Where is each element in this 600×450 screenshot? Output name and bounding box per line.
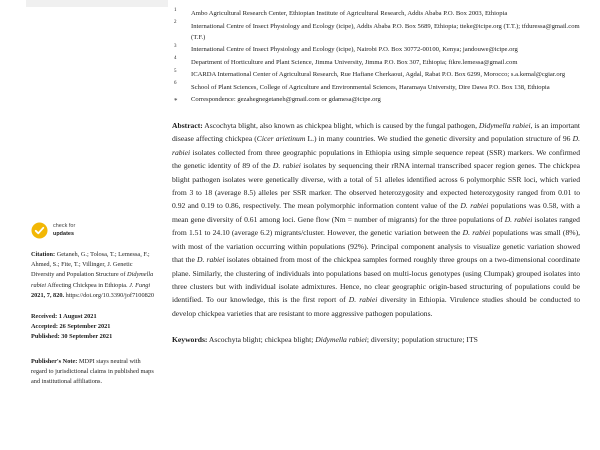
check-for-updates-badge[interactable] — [31, 222, 157, 239]
abstract-paragraph — [172, 119, 580, 321]
affiliation-text: Department of Horticulture and Plant Science, Jimma University, Jimma P.O. Box 307, Ethiopia; fikre.lemessa@gmail.com — [191, 58, 518, 66]
affiliation-marker: 2 — [174, 20, 177, 26]
abstract-species-3: D. rabiei — [172, 134, 580, 157]
affiliations-list — [172, 8, 580, 106]
abstract-species-5: D. rabiei — [460, 201, 489, 211]
abstract-species-8: D. rabiei — [196, 255, 225, 265]
check-for-updates-label — [53, 223, 75, 238]
affiliation-text: Ambo Agricultural Research Center, Ethiopian Institute of Agricultural Research, Addis Ababa P.O. Box 2003, Ethiopia — [191, 10, 508, 17]
paper-sidebar — [31, 222, 157, 398]
affiliation-item — [172, 57, 580, 68]
affiliation-item — [172, 44, 580, 55]
affiliation-text: International Centre of Insect Physiology and Ecology (icipe), Nairobi P.O. Box 30772-00100, Kenya; jandouwe@icipe.org — [191, 46, 518, 54]
abstract-text-4: isolates collected from three geographic populations in Ethiopia using simple sequence repeat (SSR) markers. We confirmed the genetic identity of 89 of the — [172, 147, 580, 171]
affiliation-marker-star: * — [174, 97, 178, 106]
affiliation-marker: 1 — [174, 7, 177, 13]
affiliation-marker: 6 — [174, 81, 177, 87]
citation-volume: 2021, 7, 820. — [31, 291, 66, 299]
abstract-text-1: Ascochyta blight, also known as chickpea blight, which is caused by the fungal pathogen, — [202, 120, 479, 130]
affiliation-item-correspondence — [172, 94, 580, 105]
abstract-species-9: D. rabiei — [348, 295, 378, 305]
keywords-pre: Ascochyta blight; chickpea blight; — [207, 335, 316, 345]
abstract-text-8: populations was small (8%), with most of the variation occurring within populations (92%). Principal component analysis to visualize genetic variation showed that the — [172, 228, 581, 265]
check-circle-icon — [31, 222, 48, 239]
affiliation-text: School of Plant Sciences, College of Agriculture and Environmental Sciences, Haramaya University, Dire Dawa P.O. Box 138, Ethiopia — [191, 83, 550, 91]
abstract-species-1: Didymella rabiei — [478, 120, 531, 130]
publisher-note-text: MDPI stays neutral with regard to jurisdictional claims in published maps and institutional affiliations. — [31, 357, 154, 385]
citation-block — [31, 250, 157, 301]
affiliation-item — [172, 21, 580, 44]
citation-label: Citation: — [31, 251, 56, 258]
abstract-text-7: isolates ranged from 1.51 to 24.10 (average 6.2) migrants/cluster. However, the genetic variation between the — [172, 214, 580, 238]
citation-authors: Getaneh, G.; Tolosa, T.; Lemessa, F.; Ahmed, S.; Fite, T.; Villinger, J. Genetic Diversity and Population Structure of — [31, 251, 150, 279]
affiliation-text: ICARDA International Center of Agricultural Research, Rue Hafiane Cherkaoui, Agdal, Rabat P.O. Box 6299, Morocco; s.a.kemal@cgiar.org — [191, 71, 566, 79]
abstract-species-7: D. rabiei — [462, 228, 491, 238]
affiliation-marker: 3 — [174, 43, 177, 49]
abstract-species-4: D. rabiei — [272, 161, 301, 171]
publication-dates — [31, 312, 157, 343]
date-accepted: Accepted: 26 September 2021 — [31, 323, 111, 331]
affiliation-marker: 5 — [174, 68, 177, 74]
affiliation-text: International Centre of Insect Physiology and Ecology (icipe), Addis Ababa P.O. Box 5689, Ethiopia; tteke@icipe.org (T.T.); tfduressa@gmail.com (T.F.) — [191, 22, 580, 41]
publisher-note-label: Publisher's Note: — [31, 357, 78, 365]
citation-doi-prefix[interactable]: https://doi.org/ — [65, 291, 103, 299]
abstract-species-2: Cicer arietinum — [256, 134, 306, 144]
affiliation-marker: 4 — [174, 56, 177, 62]
citation-title-rest: Affecting Chickpea in Ethiopia. — [46, 281, 130, 289]
keywords-post: ; diversity; population structure; ITS — [366, 335, 478, 345]
citation-journal: J. Fungi — [129, 281, 151, 289]
keywords-paragraph — [172, 333, 580, 346]
affiliation-item — [172, 82, 580, 93]
keywords-species: Didymella rabiei — [315, 335, 367, 345]
abstract-text-3: L.) in many countries. We studied the genetic diversity and population structure of 96 — [305, 134, 573, 144]
date-received: Received: 1 August 2021 — [31, 312, 97, 320]
abstract-species-6: D. rabiei — [504, 214, 533, 224]
abstract-text-10: diversity in Ethiopia. Virulence studies should be conducted to develop chickpea varieties that are resistant to more aggressive pathogen populations. — [172, 295, 580, 318]
check-for-updates-line1: check for — [53, 223, 76, 230]
abstract-text-2: , is an important disease affecting chickpea ( — [172, 120, 580, 144]
affiliation-item — [172, 69, 580, 80]
affiliation-text: Correspondence: gezahegnegetaneh@gmail.com or gdamesa@icipe.org — [191, 96, 381, 104]
abstract-text-5: isolates by sequencing their rRNA internal transcribed spacer region genes. The chickpea blight pathogen isolates were genetically diverse, with a total of 51 alleles identified across 6 polymorphic SSR loci, which varied from 3 to 18 (average 8.5) alleles per SSR marker. The observed heterozygosity and expected heterozygosity ranged from 0.01 to 0.92 and 0.19 to 0.86, respectively. The mean polymorphic information content value of the — [172, 161, 581, 211]
check-for-updates-line2: updates — [53, 230, 75, 237]
affiliation-item — [172, 8, 580, 19]
date-published: Published: 30 September 2021 — [31, 333, 113, 341]
keywords-label: Keywords: — [172, 335, 208, 345]
abstract-text-9: isolates obtained from most of the chickpea samples formed roughly three groups on a two-dimensional coordinate plane. Similarly, the clustering of individuals into populations based on multi-locus genotypes (using Clumpak) grouped isolates into three clusters but with individual isolate admixtures. Hence, no clear geographic origin-based structuring of populations could be identified. To our knowledge, this is the first report of — [172, 255, 580, 305]
abstract-text-6: populations was 0.58, with a mean gene diversity of 0.61 among loci. Gene flow (Nm = number of migrants) for the three populations of — [172, 201, 581, 224]
abstract-label: Abstract: — [172, 120, 203, 130]
citation-doi[interactable]: 10.3390/jof7100820 — [102, 291, 155, 299]
paper-main-column — [172, 8, 580, 354]
citation-title-italic: Didymella rabiei — [31, 271, 154, 289]
publisher-note — [31, 357, 157, 388]
